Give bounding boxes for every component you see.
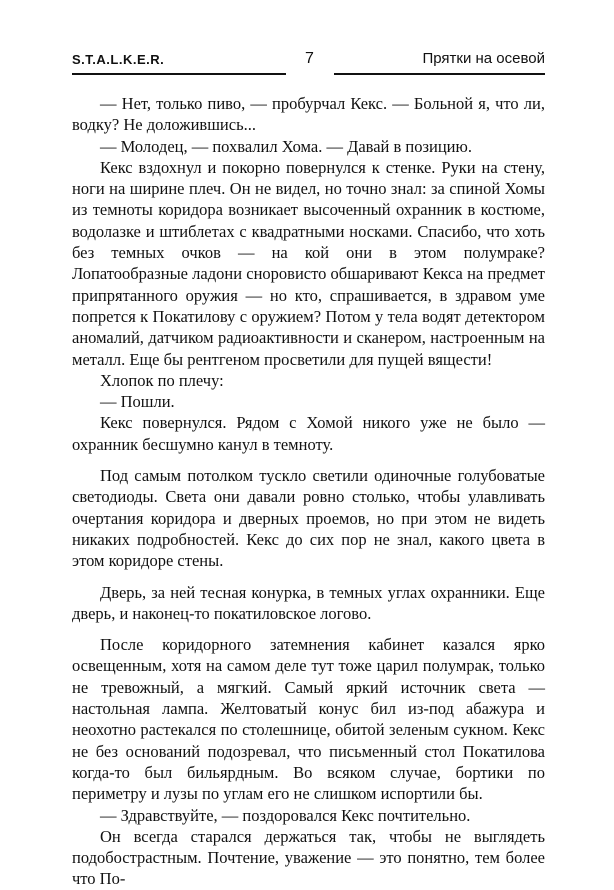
paragraph: Он всегда старался держаться так, чтобы не выглядеть подобострастным. Почтение, уважение — это понятно, тем более что По- [72,826,545,889]
paragraph: — Нет, только пиво, — пробурчал Кекс. — Больной я, что ли, водку? Не доложившись... [72,94,545,135]
body-text [72,93,545,890]
page-header [72,52,545,78]
header-rule-left [72,73,286,75]
chapter-title: Прятки на осевой [422,50,545,67]
paragraph: После коридорного затемнения кабинет казался ярко освещенным, хотя на самом деле тут тоже царил полумрак, только не тревожный, а мягкий. Самый яркий источник света — настольная лампа. Желтоватый конус бил из-под абажура и неохотно растекался по столешнице, обитой зеленым сукном. Кекс не без оснований подозревал, что письменный стол Покатилова когда-то был бильярдным. Во всяком случае, бортики по периметру и лузы по углам его не слишком испортили бы. [72,635,545,804]
paragraph: Под самым потолком тускло светили одиночные голубоватые светодиоды. Света они давали ровно столько, чтобы улавливать очертания коридора и дверных проемов, но при этом не видеть никаких подробностей. Кекс до сих пор не знал, какого цвета в этом коридоре стены. [72,466,545,571]
paragraph: — Пошли. [100,392,175,412]
page-number: 7 [305,50,314,67]
series-title: S.T.A.L.K.E.R. [72,52,165,67]
paragraph: — Молодец, — похвалил Хома. — Давай в позицию. [100,136,472,156]
paragraph: Хлопок по плечу: [100,370,224,390]
header-rule-right [334,73,545,75]
paragraph: Кекс повернулся. Рядом с Хомой никого уже не было — охранник бесшумно канул в темноту. [72,413,545,454]
paragraph: — Здравствуйте, — поздоровался Кекс почтительно. [100,805,471,825]
paragraph: Дверь, за ней тесная конурка, в темных углах охранники. Еще дверь, и наконец-то покатиловское логово. [72,582,545,623]
paragraph: Кекс вздохнул и покорно повернулся к стенке. Руки на стену, ноги на ширине плеч. Он не видел, но точно знал: за спиной Хомы из темноты коридора возникает высоченный охранник в костюме, водолазке и штиблетах с квадратными носками. Спасибо, что хоть без темных очков — на кой они в этом полумраке? Лопатообразные ладони сноровисто обшаривают Кекса на предмет припрятанного оружия — но кто, спрашивается, в здравом уме попрется к Покатилову с оружием? Потом у тела водят детектором аномалий, датчиком радиоактивности и сканером, настроенным на металл. Еще бы рентгеном просветили для пущей вящести! [72,157,545,369]
